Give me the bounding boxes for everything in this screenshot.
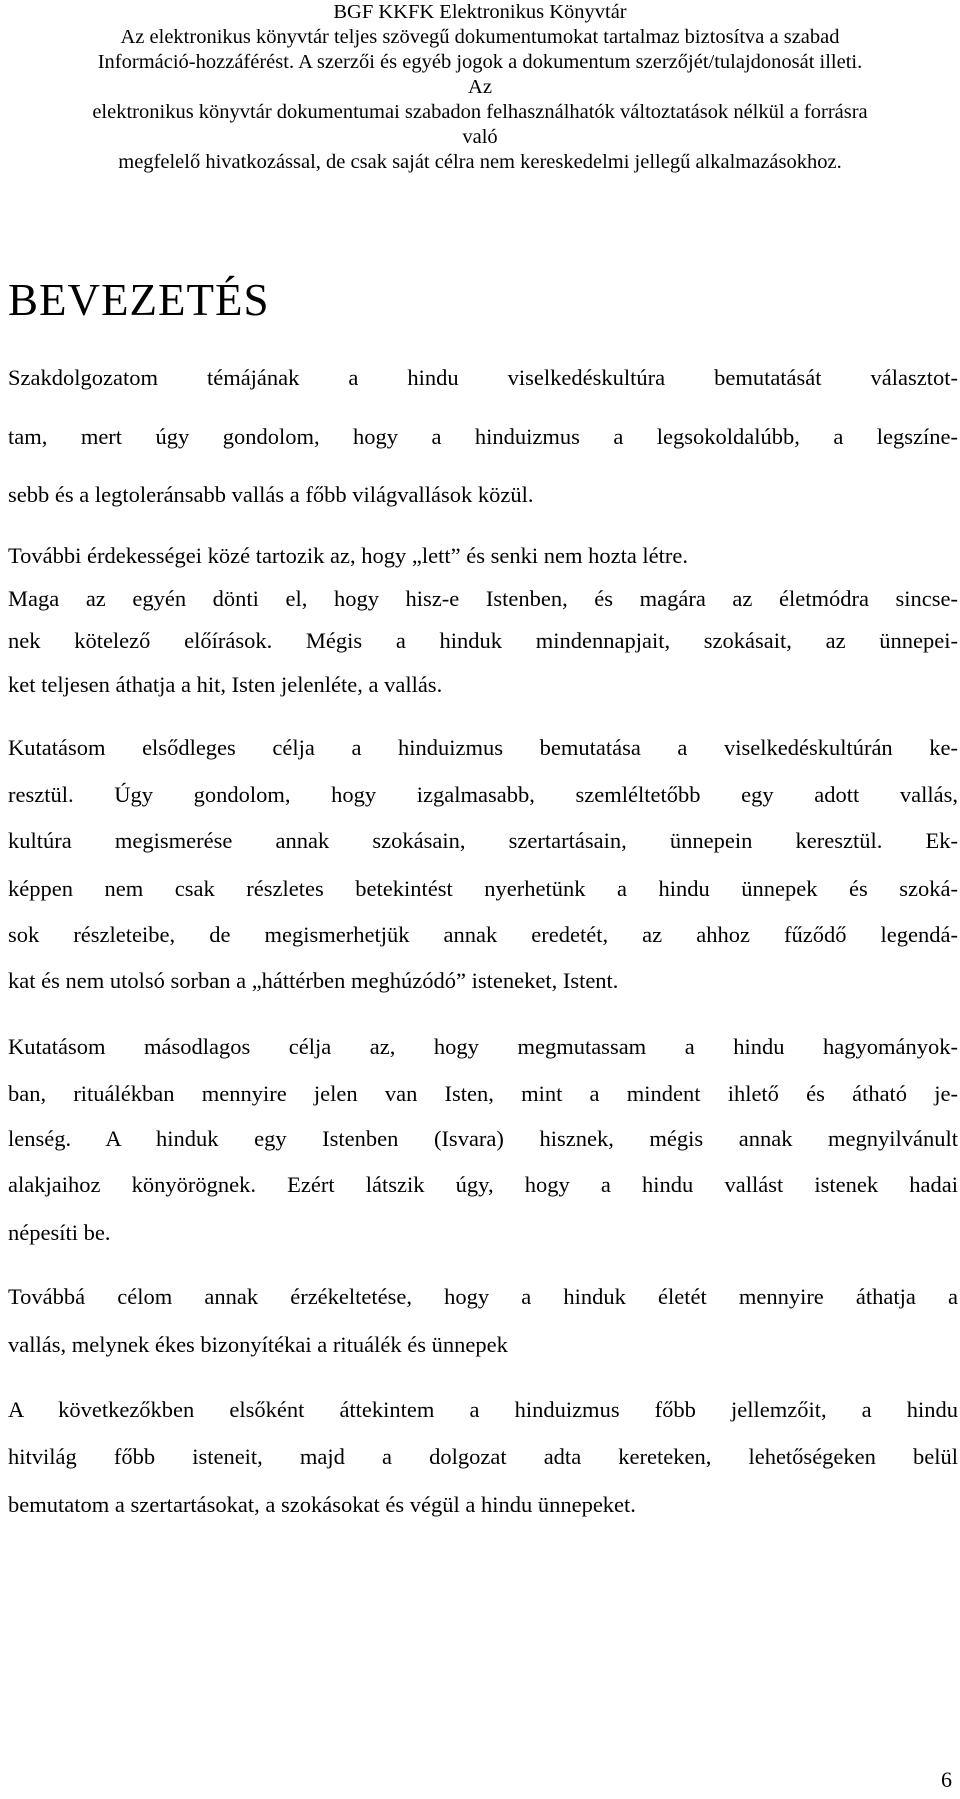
header-line: Az elektronikus könyvtár teljes szövegű dokumentumokat tartalmaz biztosítva a szabad: [120, 26, 840, 48]
paragraph-line: ket teljesen áthatja a hit, Isten jelenléte, a vallás.: [8, 672, 443, 697]
paragraph-line: Kutatásom elsődleges célja a hinduizmus bemutatása a viselkedéskultúrán ke-: [8, 735, 958, 760]
paragraph-line: népesíti be.: [8, 1220, 111, 1245]
library-header: [0, 0, 960, 175]
paragraph-line: sok részleteibe, de megismerhetjük annak eredetét, az ahhoz fűződő legendá-: [8, 922, 958, 947]
header-line: BGF KKFK Elektronikus Könyvtár: [333, 1, 627, 23]
paragraph-line: Kutatásom másodlagos célja az, hogy megmutassam a hindu hagyományok-: [8, 1034, 958, 1059]
paragraph-line: sebb és a legtoleránsabb vallás a főbb világvallások közül.: [8, 482, 534, 507]
paragraph-line: ban, rituálékban mennyire jelen van Isten, mint a mindent ihlető és átható je-: [8, 1081, 958, 1106]
page-title: BEVEZETÉS: [8, 275, 270, 325]
paragraph-line: nek kötelező előírások. Mégis a hinduk mindennapjait, szokásait, az ünnepei-: [8, 628, 958, 653]
paragraph-line: A következőkben elsőként áttekintem a hinduizmus főbb jellemzőit, a hindu: [8, 1397, 958, 1422]
paragraph-line: Továbbá célom annak érzékeltetése, hogy a hinduk életét mennyire áthatja a: [8, 1284, 958, 1309]
header-line: Az: [468, 76, 492, 98]
paragraph-line: lenség. A hinduk egy Istenben (Isvara) hisznek, mégis annak megnyilvánult: [8, 1126, 958, 1151]
paragraph-line: További érdekességei közé tartozik az, hogy „lett” és senki nem hozta létre.: [8, 543, 689, 568]
paragraph-line: resztül. Úgy gondolom, hogy izgalmasabb, szemléltetőbb egy adott vallás,: [8, 782, 958, 807]
header-line: megfelelő hivatkozással, de csak saját célra nem kereskedelmi jellegű alkalmazásokhoz.: [118, 151, 842, 173]
paragraph-line: bemutatom a szertartásokat, a szokásokat és végül a hindu ünnepeket.: [8, 1492, 636, 1517]
paragraph-line: vallás, melynek ékes bizonyítékai a rituálék és ünnepek: [8, 1332, 508, 1357]
page-number: 6: [941, 1767, 952, 1792]
paragraph-line: Szakdolgozatom témájának a hindu viselkedéskultúra bemutatását választot-: [8, 365, 958, 390]
header-line: elektronikus könyvtár dokumentumai szabadon felhasználhatók változtatások nélkül a forrásra: [92, 101, 868, 123]
paragraph-line: hitvilág főbb isteneit, majd a dolgozat adta kereteken, lehetőségeken belül: [8, 1444, 958, 1469]
paragraph-line: képpen nem csak részletes betekintést nyerhetünk a hindu ünnepek és szoká-: [8, 876, 958, 901]
paragraph-line: Maga az egyén dönti el, hogy hisz-e Istenben, és magára az életmódra sincse-: [8, 586, 958, 611]
paragraph-line: alakjaihoz könyörögnek. Ezért látszik úgy, hogy a hindu vallást istenek hadai: [8, 1172, 958, 1197]
paragraph-line: kultúra megismerése annak szokásain, szertartásain, ünnepein keresztül. Ek-: [8, 828, 958, 853]
header-line: való: [462, 126, 498, 148]
paragraph-line: kat és nem utolsó sorban a „háttérben meghúzódó” isteneket, Istent.: [8, 968, 619, 993]
paragraph-line: tam, mert úgy gondolom, hogy a hinduizmus a legsokoldalúbb, a legszíne-: [8, 424, 958, 449]
header-line: Információ-hozzáférést. A szerzői és egyéb jogok a dokumentum szerzőjét/tulajdonosát illeti.: [97, 51, 863, 73]
